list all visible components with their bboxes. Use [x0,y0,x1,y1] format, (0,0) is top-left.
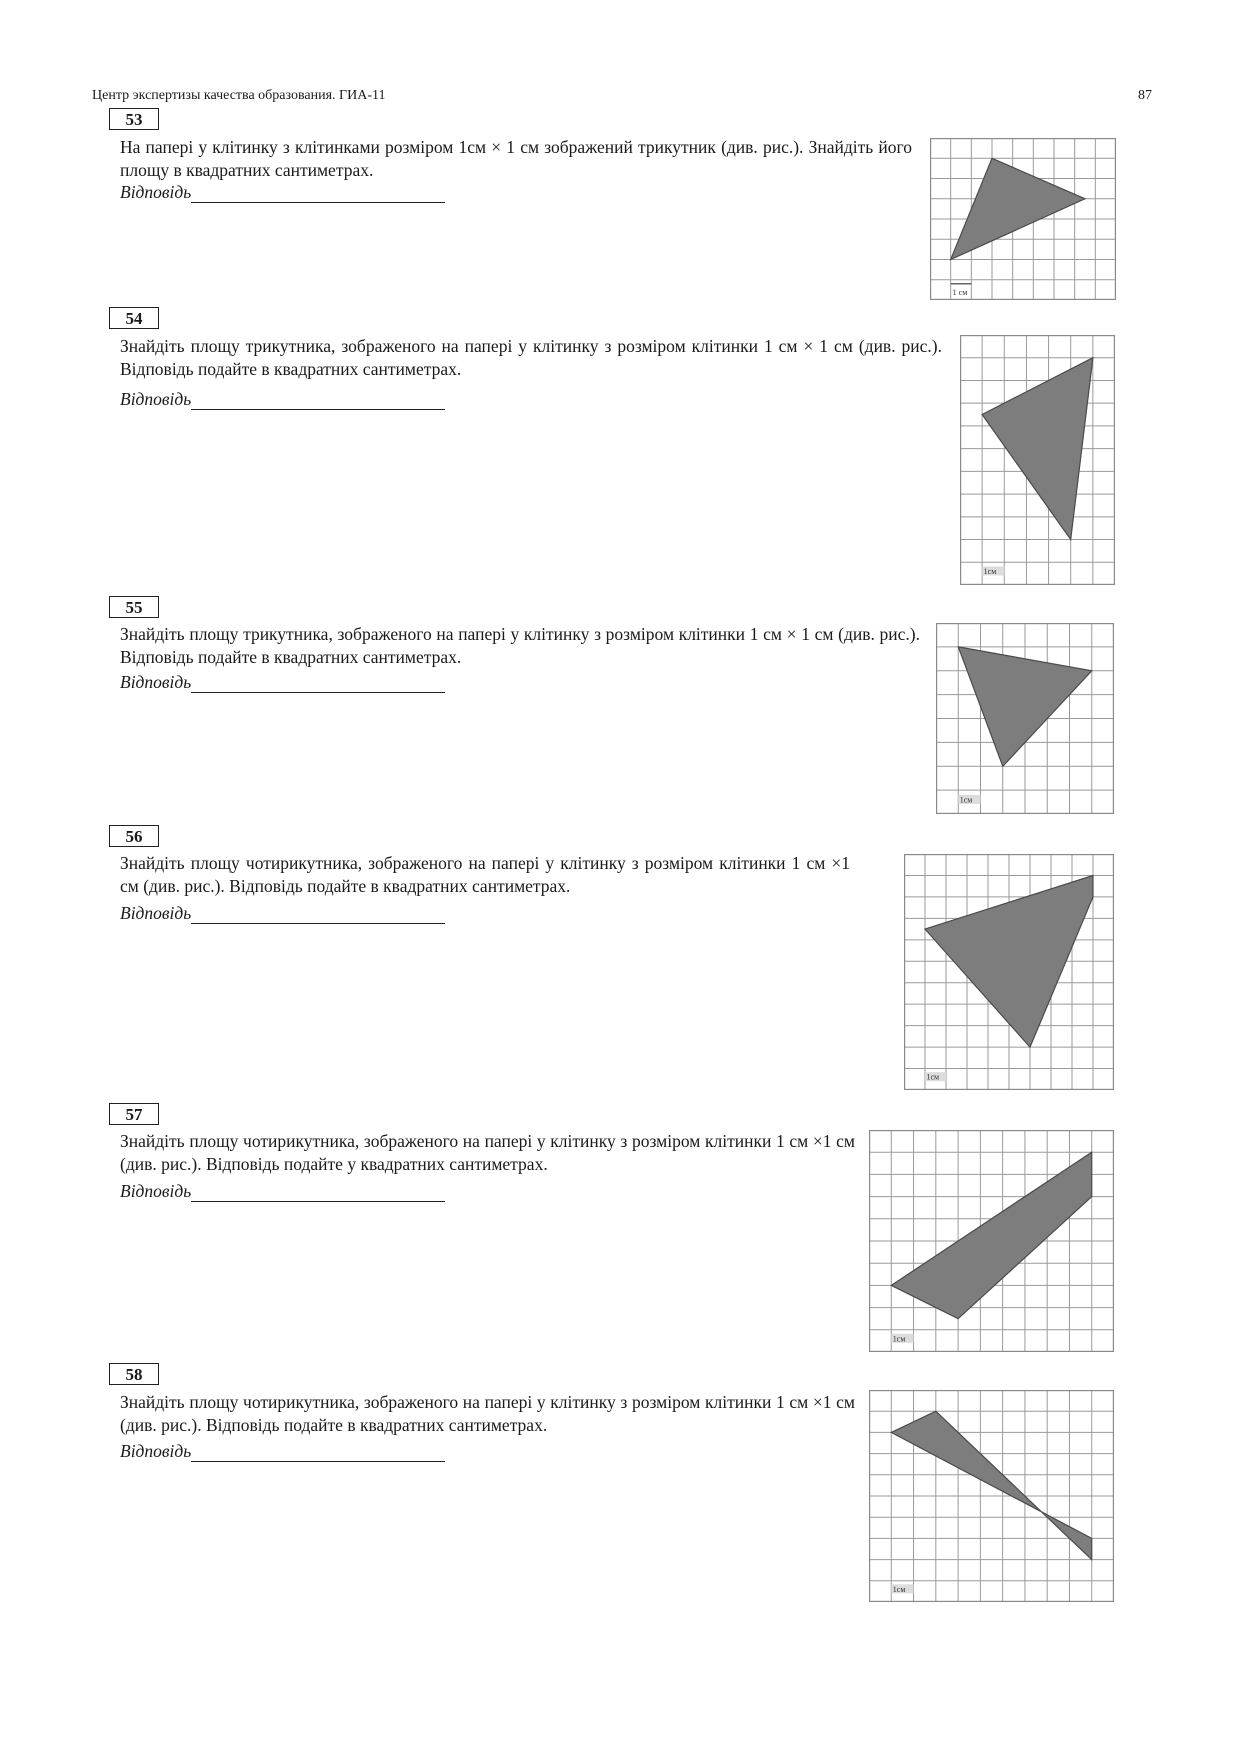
unit-scale-label: 1 см [952,287,968,297]
answer-field[interactable] [120,389,445,410]
answer-line[interactable] [191,905,445,924]
unit-scale-label: 1см [983,567,997,576]
answer-label: Відповідь [120,389,192,409]
unit-scale-label: 1см [959,795,973,805]
answer-field[interactable] [120,903,445,924]
answer-line[interactable] [191,391,445,410]
task-number: 53 [109,108,159,130]
grid-figure [936,623,1114,814]
answer-field[interactable] [120,1441,445,1462]
answer-line[interactable] [191,674,445,693]
answer-field[interactable] [120,182,445,203]
task-text: Знайдіть площу чотирикутника, зображеного на папері у клітинку з розміром клітинки 1 см ×1 см (див. рис.). Відповідь подайте у квадратних сантиметрах. [120,1131,855,1174]
page-number: 87 [1138,88,1152,103]
answer-label: Відповідь [120,182,192,202]
quadrilateral-shape [891,1152,1091,1319]
answer-label: Відповідь [120,672,192,692]
task-text: На папері у клітинку з клітинками розміром 1см × 1 см зображений трикутник (див. рис.). Знайдіть його площу в квадратних сантиметрах. [120,137,912,180]
answer-field[interactable] [120,672,445,693]
page-header: Центр экспертизы качества образования. ГИА-11 [92,88,386,103]
answer-label: Відповідь [120,1181,192,1201]
task-text: Знайдіть площу трикутника, зображеного на папері у клітинку з розміром клітинки 1 см × 1 см (див. рис.). Відповідь подайте в квадратних сантиметрах. [120,336,942,379]
answer-line[interactable] [191,1183,445,1202]
unit-scale-label: 1см [892,1334,906,1344]
task-number: 54 [109,307,159,329]
task-text: Знайдіть площу чотирикутника, зображеного на папері у клітинку з розміром клітинки 1 см ×1 см (див. рис.). Відповідь подайте в квадратних сантиметрах. [120,1392,855,1435]
task-number: 55 [109,596,159,618]
task-number: 58 [109,1363,159,1385]
task-number: 56 [109,825,159,847]
quadrilateral-shape [891,1411,1091,1559]
task-text: Знайдіть площу чотирикутника, зображеного на папері у клітинку з розміром клітинки 1 см ×1 см (див. рис.). Відповідь подайте в квадратних сантиметрах. [120,853,850,896]
grid-figure [930,138,1116,300]
grid-figure [869,1390,1114,1602]
answer-label: Відповідь [120,903,192,923]
grid-figure [869,1130,1114,1352]
task-number: 57 [109,1103,159,1125]
answer-line[interactable] [191,184,445,203]
unit-scale-label: 1см [926,1072,940,1082]
unit-scale-label: 1см [892,1584,906,1594]
answer-line[interactable] [191,1443,445,1462]
grid-figure [904,854,1114,1090]
answer-field[interactable] [120,1181,445,1202]
grid-figure [960,335,1115,585]
task-text: Знайдіть площу трикутника, зображеного на папері у клітинку з розміром клітинки 1 см × 1 см (див. рис.). Відповідь подайте в квадратних сантиметрах. [120,624,920,667]
answer-label: Відповідь [120,1441,192,1461]
